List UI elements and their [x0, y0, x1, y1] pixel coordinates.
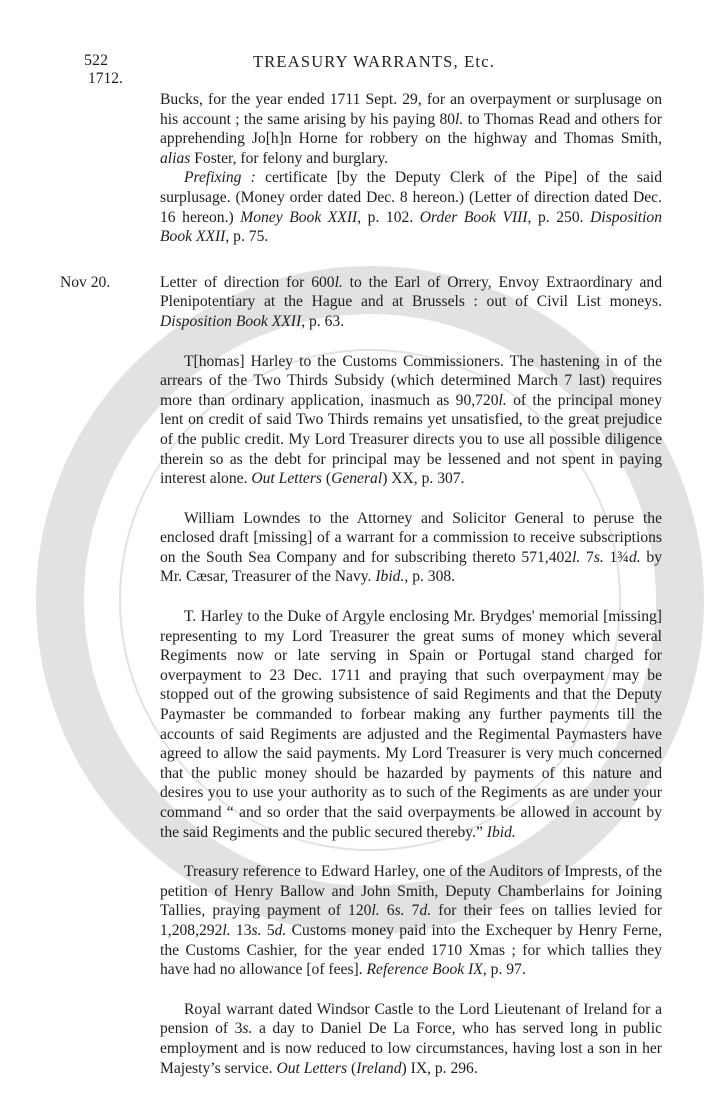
entry-paragraph [160, 273, 662, 332]
entry-italic: l. [455, 110, 464, 128]
entry-italic: General [331, 470, 383, 488]
entry-italic: Ibid. [375, 568, 405, 586]
dated-entry [60, 273, 662, 332]
entry-italic: l. [371, 902, 380, 920]
entry-text: 13 [230, 921, 252, 939]
entry-text: 7 [404, 902, 420, 920]
prefixing-paragraph [160, 168, 662, 246]
entry-italic: d. [629, 548, 641, 566]
entry-italic: Disposition Book XXII [160, 208, 663, 246]
running-title: TREASURY WARRANTS, Etc. [252, 52, 496, 71]
entry-text: , p. 102. [357, 208, 420, 226]
entry-text: , p. 75. [225, 228, 269, 246]
entry-text: by Mr. Cæsar, Treasurer of the Navy. [160, 548, 662, 586]
entry-text: 1¾ [603, 548, 629, 566]
page-number: 522 [84, 52, 108, 69]
page-header [84, 52, 664, 74]
entry-italic: d. [419, 902, 432, 920]
entry-text: ( [321, 470, 332, 488]
entry-continuation [160, 90, 662, 168]
entry-italic: s. [242, 1020, 253, 1038]
entry-italic: l. [334, 273, 343, 291]
entry-text: to the Earl of Orrery, Envoy Extraordinary and Plenipotentiary at the Hague and at Brussels : out of Civil List moneys. [160, 273, 662, 311]
entry-text: to Thomas Read and others for apprehending Jo[h]n Horne for robbery on the highway and Thomas Smith, [160, 110, 662, 148]
entry-italic: Ibid. [486, 823, 516, 841]
entry-italic: Reference Book IX [366, 961, 483, 979]
entry-text: Royal warrant dated Windsor Castle to the Lord Lieutenant of Ireland for a pension of 3 [160, 1000, 662, 1038]
entry-text: a day to Daniel De La Force, who has served long in public employment and is now reduced to low circumstances, having lost a son in her Majesty’s service. [160, 1020, 663, 1077]
entry-date: Nov 20. [60, 273, 111, 291]
entry-text: , p. 97. [482, 961, 526, 979]
entry-text: ) XX, p. 307. [382, 470, 465, 488]
entry-paragraph [160, 607, 662, 842]
entry-italic: l. [498, 391, 507, 409]
entry-italic: Out Letters [251, 470, 322, 488]
entry-text: William Lowndes to the Attorney and Solicitor General to peruse the enclosed draft [missing] of a warrant for a commission to receive subscriptions on the South Sea Company and for subscribing thereto 571,402 [160, 509, 662, 566]
entry-italic: d. [274, 921, 287, 939]
entry-text: 5 [261, 921, 275, 939]
entry-text: T. Harley to the Duke of Argyle enclosing Mr. Brydges' memorial [missing] representing to my Lord Treasurer the great sums of money which several Regiments now or late serving in Spain or Portugal stand charged for overpayment to 23 Dec. 1711 and praying that such overpayment may be stopped out of the growing subsistence of said Regiments and that the Deputy Paymaster be commanded to forbear making any further payments till the accounts of said Regiments are adjusted and the Regimental Paymasters have agreed to allow the said payments. My Lord Treasurer is very much concerned that the public money should be hazarded by payments of this nature and desires you to use your authority as to such of the Regiments as are under your command “ and so order that the said overpayments be allowed in account by the said Regiments and the public secured thereby.” [160, 608, 662, 841]
entry-text: , p. 308. [404, 568, 456, 586]
entry-text: T[homas] Harley to the Customs Commissioners. The hastening in of the arrears of the Two Thirds Subsidy (which determined March 7 last) requires more than ordinary application, inasmuch as 90,720 [160, 352, 662, 409]
entry-text: Foster, for felony and burglary. [190, 149, 389, 167]
margin-year: 1712. [88, 70, 123, 87]
entry-text: , p. 250. [527, 208, 591, 226]
entry-paragraph [160, 1000, 662, 1078]
entry-text: Treasury reference to Edward Harley, one of the Auditors of Imprests, of the petition of Henry Ballow and John Smith, Deputy Chamberlains for Joining Tallies, praying payment of 120 [160, 863, 662, 920]
entry-italic: Disposition Book XXII [160, 312, 302, 330]
entry-italic: alias [160, 149, 191, 167]
entry-italic: l. [572, 548, 581, 566]
entry-text: , p. 63. [301, 312, 345, 330]
entry-text: 7 [580, 548, 594, 566]
entry-text: of the principal money lent on credit of said Two Thirds remains yet unsatisfied, to the great prejudice of the public credit. My Lord Treasurer directs you to use all possible diligence therein so as the debt for principal may be lessened and not spent in paying interest alone. [160, 391, 663, 488]
entry-italic: Ireland [356, 1059, 402, 1077]
entry-paragraph [160, 862, 662, 980]
document-body [60, 90, 663, 1078]
entry-italic: s. [593, 548, 604, 566]
entry-italic: s. [251, 921, 262, 939]
entry-text: 6 [379, 902, 395, 920]
entry-italic: s. [394, 902, 405, 920]
entry-italic: l. [222, 921, 231, 939]
entry-text: ) IX, p. 296. [401, 1059, 478, 1077]
entry-text: for their fees on tallies levied for 1,208,292 [160, 902, 662, 939]
entry-text: certificate [by the Deputy Clerk of the Pipe] of the said surplusage. (Money order dated Dec. 8 hereon.) (Letter of direction dated Dec. 16 hereon.) [160, 169, 662, 226]
entry-italic: Out Letters [276, 1059, 348, 1077]
entry-text: Letter of direction for 600 [160, 273, 335, 291]
entry-text: Bucks, for the year ended 1711 Sept. 29, for an overpayment or surplusage on his account ; the same arising by his paying 80 [160, 91, 662, 128]
entry-text: ( [347, 1059, 357, 1077]
entry-italic: Money Book XXII [240, 208, 358, 226]
entry-italic: Order Book VIII [419, 208, 528, 226]
entry-text: Customs money paid into the Exchequer by Henry Ferne, the Customs Cashier, for the year ended 1710 Xmas ; for which tallies they have had no allowance [of fees]. [160, 921, 662, 979]
entry-paragraph [160, 509, 662, 587]
entry-italic: Prefixing : [184, 169, 256, 187]
entry-paragraph [160, 352, 662, 489]
